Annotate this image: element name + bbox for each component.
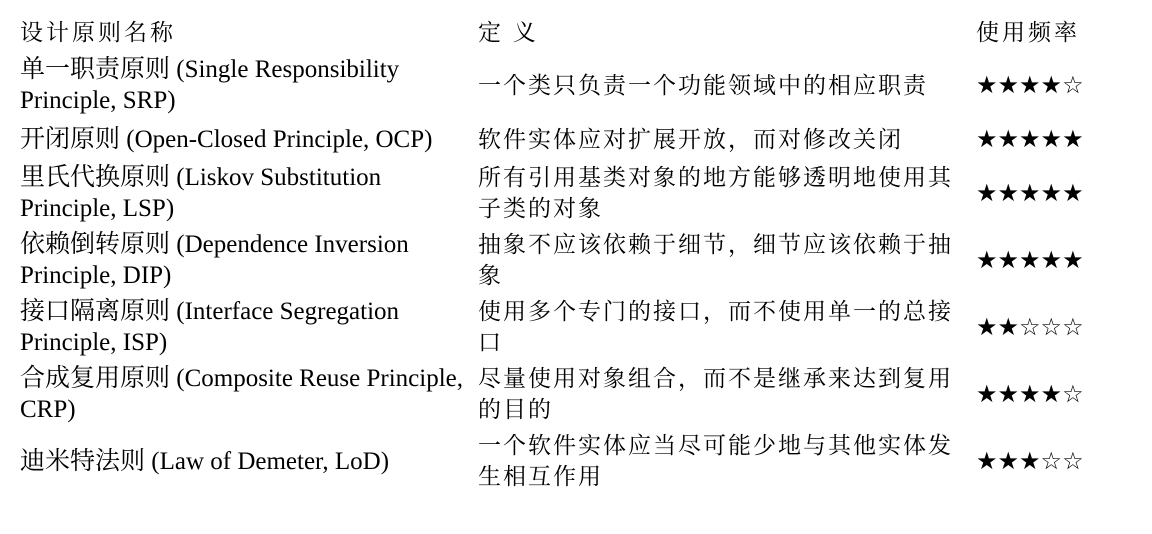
table-row <box>20 160 1130 227</box>
principle-definition: 尽量使用对象组合，而不是继承来达到复用的目的 <box>478 366 953 422</box>
principle-name: 依赖倒转原则 (Dependence Inversion Principle, DIP) <box>20 231 409 289</box>
table-row <box>20 119 1130 160</box>
principle-definition: 一个类只负责一个功能领域中的相应职责 <box>478 72 928 98</box>
principle-definition: 软件实体应对扩展开放，而对修改关闭 <box>478 126 903 152</box>
principle-name: 里氏代换原则 (Liskov Substitution Principle, LSP) <box>20 164 382 222</box>
header-principle-name: 设计原则名称 <box>20 20 176 45</box>
principle-name: 接口隔离原则 (Interface Segregation Principle, ISP) <box>20 298 400 356</box>
table-row <box>20 52 1130 119</box>
design-principles-table <box>20 12 1130 495</box>
frequency-rating: ★★★★☆ <box>976 70 1084 99</box>
frequency-rating: ★★★★★ <box>976 124 1084 153</box>
principle-name: 单一职责原则 (Single Responsibility Principle, SRP) <box>20 56 400 114</box>
table-row <box>20 428 1130 495</box>
principle-name: 合成复用原则 (Composite Reuse Principle, CRP) <box>20 365 464 423</box>
table-header <box>20 12 1130 52</box>
frequency-rating: ★★☆☆☆ <box>976 312 1084 341</box>
frequency-rating: ★★★☆☆ <box>976 446 1084 475</box>
principle-definition: 所有引用基类对象的地方能够透明地使用其子类的对象 <box>478 165 953 221</box>
table-row <box>20 227 1130 294</box>
principle-definition: 使用多个专门的接口，而不使用单一的总接口 <box>478 299 953 355</box>
table-row <box>20 361 1130 428</box>
table-row <box>20 294 1130 361</box>
principle-name: 迪米特法则 (Law of Demeter, LoD) <box>20 447 390 475</box>
frequency-rating: ★★★★★ <box>976 178 1084 207</box>
frequency-rating: ★★★★★ <box>976 245 1084 274</box>
principle-name: 开闭原则 (Open-Closed Principle, OCP) <box>20 125 433 153</box>
table-body <box>20 52 1130 495</box>
header-row <box>20 12 1130 52</box>
frequency-rating: ★★★★☆ <box>976 379 1084 408</box>
principle-definition: 一个软件实体应当尽可能少地与其他实体发生相互作用 <box>478 433 953 489</box>
principle-definition: 抽象不应该依赖于细节，细节应该依赖于抽象 <box>478 232 953 288</box>
header-definition: 定 义 <box>478 20 539 45</box>
header-frequency: 使用频率 <box>976 20 1080 45</box>
